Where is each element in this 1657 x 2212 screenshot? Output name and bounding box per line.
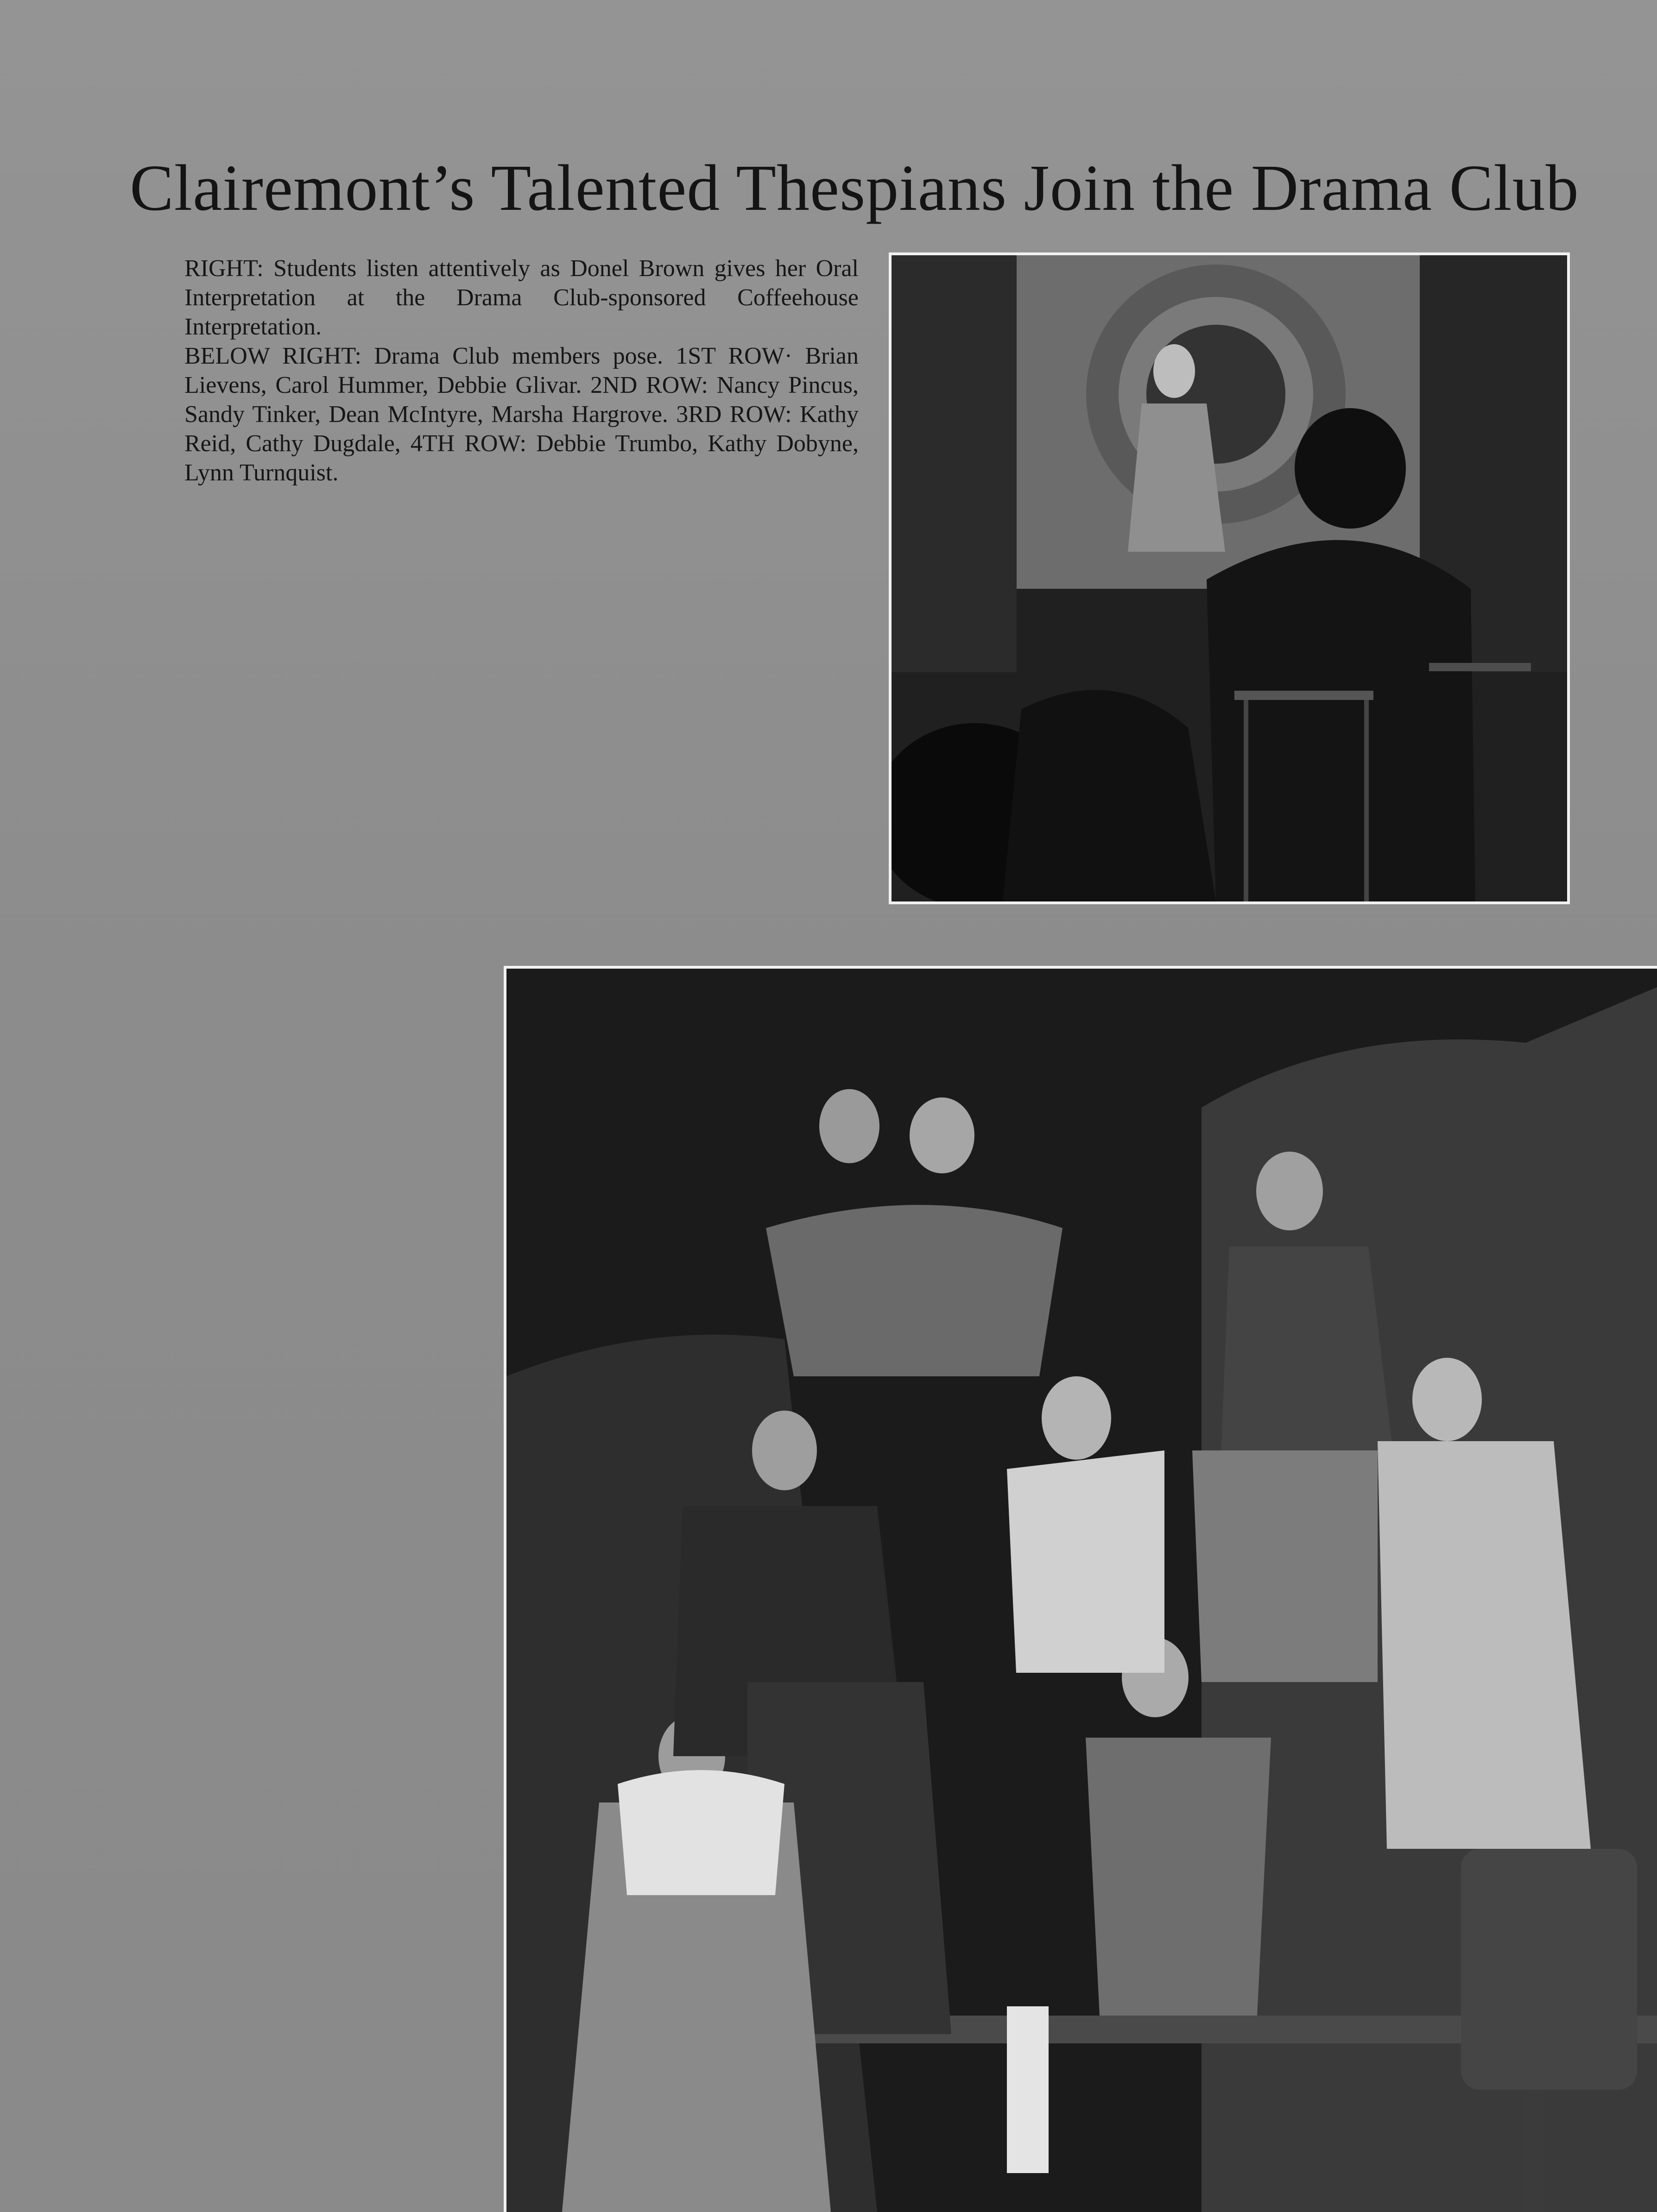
group-photo-drawing	[506, 969, 1657, 2212]
photo-caption	[184, 254, 859, 487]
coffeehouse-performance-photo	[889, 252, 1570, 904]
caption-right: RIGHT: Students listen attentively as Donel Brown gives her Oral Interpretation at the Drama Club-sponsored Coffeehouse Interpretation.	[184, 255, 859, 340]
page-title: Clairemont’s Talented Thespians Join the Drama Club	[130, 151, 1579, 224]
coffeehouse-photo-drawing	[892, 255, 1567, 901]
drama-club-group-photo	[504, 966, 1657, 2212]
caption-below-right: BELOW RIGHT: Drama Club members pose. 1ST ROW· Brian Lievens, Carol Hummer, Debbie Glivar. 2ND ROW: Nancy Pincus, Sandy Tinker, Dean McIntyre, Marsha Hargrove. 3RD ROW: Kathy Reid, Cathy Dugdale, 4TH ROW: Debbie Trumbo, Kathy Dobyne, Lynn Turnquist.	[184, 343, 859, 486]
